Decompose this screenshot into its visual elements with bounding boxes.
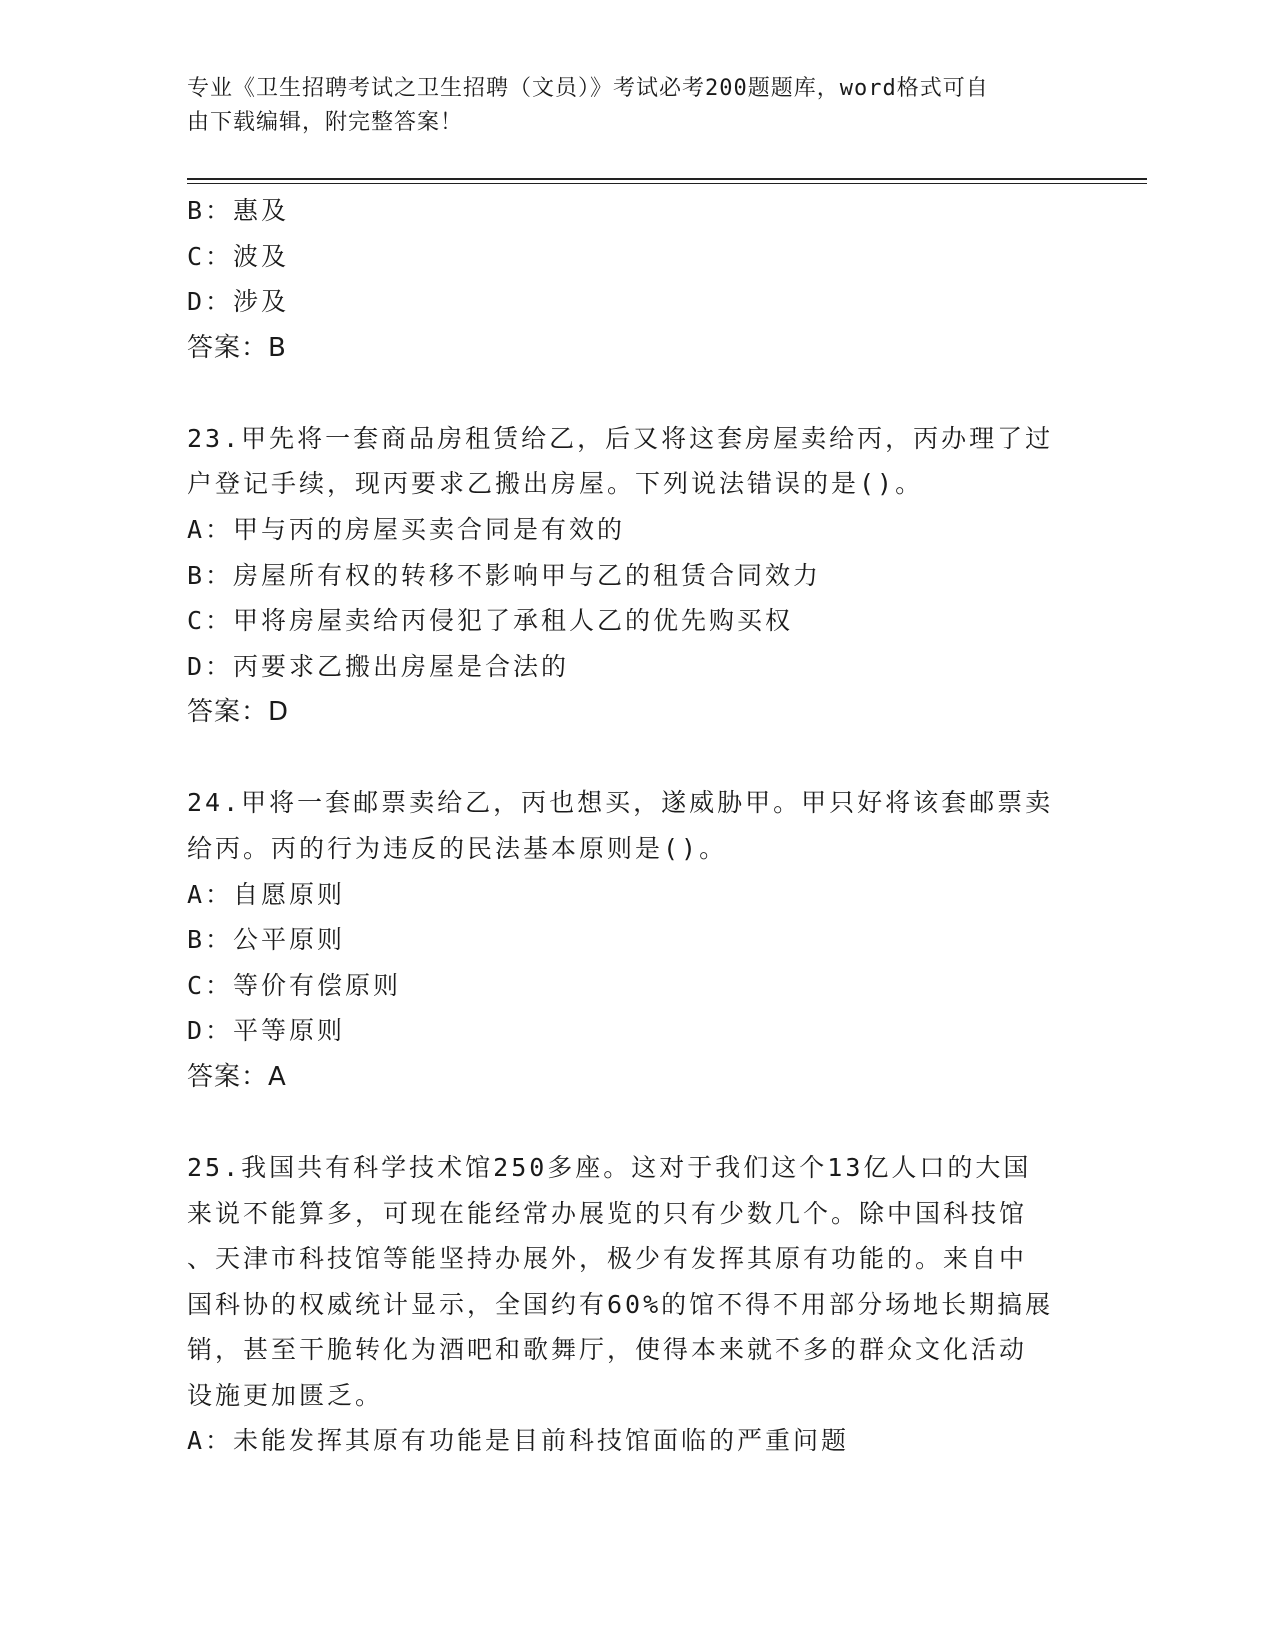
question-stem-line: 来说不能算多，可现在能经常办展览的只有少数几个。除中国科技馆 bbox=[187, 1198, 1028, 1228]
question-stem-line: 户登记手续，现丙要求乙搬出房屋。下列说法错误的是()。 bbox=[187, 469, 924, 499]
option-d: D：丙要求乙搬出房屋是合法的 bbox=[187, 651, 570, 681]
answer-line: 答案：A bbox=[187, 1061, 287, 1092]
question-stem-line: 、天津市科技馆等能坚持办展外，极少有发挥其原有功能的。来自中 bbox=[187, 1244, 1028, 1274]
question-stem-line: 设施更加匮乏。 bbox=[187, 1380, 384, 1410]
option-a: A：甲与丙的房屋买卖合同是有效的 bbox=[187, 514, 626, 544]
option-b: B：公平原则 bbox=[187, 925, 346, 955]
question-stem-line: 销，甚至干脆转化为酒吧和歌舞厅，使得本来就不多的群众文化活动 bbox=[187, 1335, 1028, 1365]
option-d: D：平等原则 bbox=[187, 1016, 346, 1046]
option-c: C：等价有偿原则 bbox=[187, 970, 402, 1000]
header-line-1: 专业《卫生招聘考试之卫生招聘（文员）》考试必考200题题库，word格式可自 bbox=[187, 76, 989, 101]
option-b: B：房屋所有权的转移不影响甲与乙的租赁合同效力 bbox=[187, 560, 822, 590]
document-header bbox=[187, 72, 1087, 140]
answer-line: 答案：D bbox=[187, 697, 290, 728]
question-stem-line: 国科协的权威统计显示，全国约有60%的馆不得不用部分场地长期搞展 bbox=[187, 1289, 1054, 1319]
option-a: A：未能发挥其原有功能是目前科技馆面临的严重问题 bbox=[187, 1426, 850, 1456]
option-d: D：涉及 bbox=[187, 287, 290, 317]
header-rule-thick bbox=[187, 178, 1147, 180]
option-c: C：甲将房屋卖给丙侵犯了承租人乙的优先购买权 bbox=[187, 606, 794, 636]
option-a: A：自愿原则 bbox=[187, 879, 346, 909]
document-content bbox=[187, 188, 1087, 1464]
question-22-tail bbox=[187, 188, 1087, 371]
question-stem-line: 25.我国共有科学技术馆250多座。这对于我们这个13亿人口的大国 bbox=[187, 1152, 1032, 1182]
question-24 bbox=[187, 780, 1087, 1100]
question-23 bbox=[187, 416, 1087, 736]
option-c: C：波及 bbox=[187, 241, 290, 271]
question-25 bbox=[187, 1145, 1087, 1464]
question-stem-line: 24.甲将一套邮票卖给乙，丙也想买，遂威胁甲。甲只好将该套邮票卖 bbox=[187, 788, 1054, 818]
header-rule-thin bbox=[187, 183, 1147, 184]
question-stem-line: 23.甲先将一套商品房租赁给乙，后又将这套房屋卖给丙，丙办理了过 bbox=[187, 423, 1054, 453]
answer-line: 答案：B bbox=[187, 332, 287, 363]
header-line-2: 由下载编辑，附完整答案！ bbox=[187, 110, 464, 135]
question-stem-line: 给丙。丙的行为违反的民法基本原则是()。 bbox=[187, 833, 728, 863]
option-b: B：惠及 bbox=[187, 196, 290, 225]
